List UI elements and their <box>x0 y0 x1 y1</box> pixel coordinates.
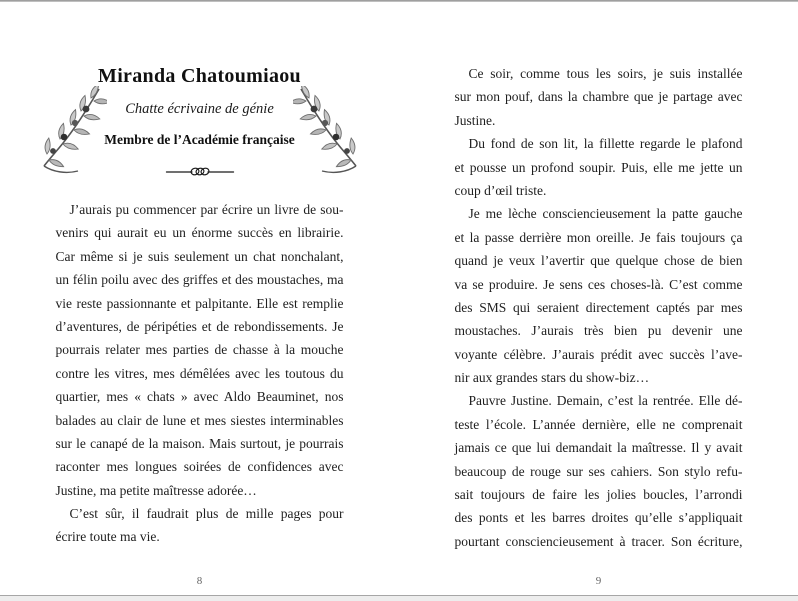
right-page <box>399 0 798 601</box>
text-line: d’aventures, de péripéties et de rebondissements. Je <box>55 318 344 334</box>
rope-knot-icon <box>165 166 235 178</box>
paragraph <box>455 202 743 389</box>
paragraph <box>455 389 743 553</box>
window-bottom-edge <box>0 595 798 601</box>
text-line: Justine. <box>454 112 496 128</box>
right-page-body <box>455 62 743 553</box>
text-line: raconter mes longues soirées de confidences avec <box>55 459 344 475</box>
text-line: pourrais relater mes parties de chasse à la mouche <box>55 342 344 358</box>
right-page-column <box>455 0 743 553</box>
olive-branch-icon <box>33 86 107 178</box>
text-line: J’aurais pu commencer par écrire un livre de sou- <box>69 202 344 217</box>
text-line: écrire toute ma vie. <box>55 529 160 545</box>
text-line: jamais ce que lui demandait la maîtresse. Il y avait <box>454 440 743 456</box>
text-line: teste l’école. L’année dernière, elle ne comprenait <box>454 416 743 432</box>
text-line: sait toujours de faire les jolies boucles, l’arrondi <box>454 487 743 503</box>
text-line: sur le canapé de la maison. Mais surtout, je pourrais <box>55 435 344 451</box>
text-line: Ce soir, comme tous les soirs, je suis installée <box>468 66 743 81</box>
text-line: et pousse un profond soupir. Puis, elle me jette un <box>454 159 743 175</box>
author-subtitle: Chatte écrivaine de génie <box>125 101 274 117</box>
text-line: moustaches. J’aurais très bien pu devenir une <box>454 323 743 339</box>
text-line: Pauvre Justine. Demain, c’est la rentrée. Elle dé- <box>468 393 743 409</box>
text-line: beaucoup de rouge sur ses cahiers. Son stylo refu- <box>454 463 743 479</box>
author-affiliation: Membre de l’Académie française <box>104 132 295 147</box>
chapter-header <box>56 64 344 178</box>
text-line: va se produire. Je sens ces choses-là. C’est comme <box>454 276 743 292</box>
paragraph <box>455 132 743 202</box>
text-line: un félin poilu avec des griffes et des moustaches, ma <box>55 272 344 288</box>
paragraph <box>56 502 344 549</box>
text-line: Je me lèche consciencieusement la patte gauche <box>468 206 743 222</box>
text-line: nir aux grandes stars du show-biz… <box>454 370 650 386</box>
text-line: et la passe derrière mon oreille. Je fais toujours ça <box>454 229 743 245</box>
paragraph <box>56 198 344 502</box>
text-line: Car même si je suis seulement un chat nonchalant, <box>55 248 344 264</box>
text-line: Justine, ma petite maîtresse adorée… <box>55 482 257 498</box>
text-line: C’est sûr, il faudrait plus de mille pages pour <box>69 506 344 522</box>
text-line: quand je veux l’avertir que quelque chose de bien <box>454 253 743 269</box>
page-number-left: 8 <box>196 575 203 587</box>
text-line: pourtant consciencieusement à tracer. Son écriture, <box>454 533 743 549</box>
text-line: contre les vitres, mes démêlées avec les toutous du <box>55 365 344 381</box>
text-line: venirs qui aurait eu un énorme succès en librairie. <box>55 225 344 241</box>
text-line: balades au clair de lune et mes siestes interminables <box>55 412 344 428</box>
text-line: sur mon pouf, dans la chambre que je partage avec <box>454 89 743 105</box>
text-line: des ponts et les barres droites qu’elle s’appliquait <box>454 510 743 526</box>
text-line: quartier, mes « chats » avec Aldo Beauminet, nos <box>55 389 344 405</box>
text-line: coup d’œil triste. <box>454 182 547 198</box>
text-line: voyante célèbre. J’aurais prédit avec succès l’ave- <box>454 346 743 362</box>
text-line: Du fond de son lit, la fillette regarde le plafond <box>468 136 743 152</box>
olive-branch-icon-mirrored <box>293 86 367 178</box>
text-line: des SMS qui seraient directement captés par mes <box>454 299 743 315</box>
author-title: Miranda Chatoumiaou <box>98 65 301 87</box>
paragraph <box>455 62 743 132</box>
window-top-edge <box>0 0 798 2</box>
left-page-body <box>56 198 344 549</box>
text-line: vie reste passionnante et palpitante. Elle est remplie <box>55 295 344 311</box>
left-page-column <box>56 0 344 549</box>
page-number-right: 9 <box>595 575 602 587</box>
